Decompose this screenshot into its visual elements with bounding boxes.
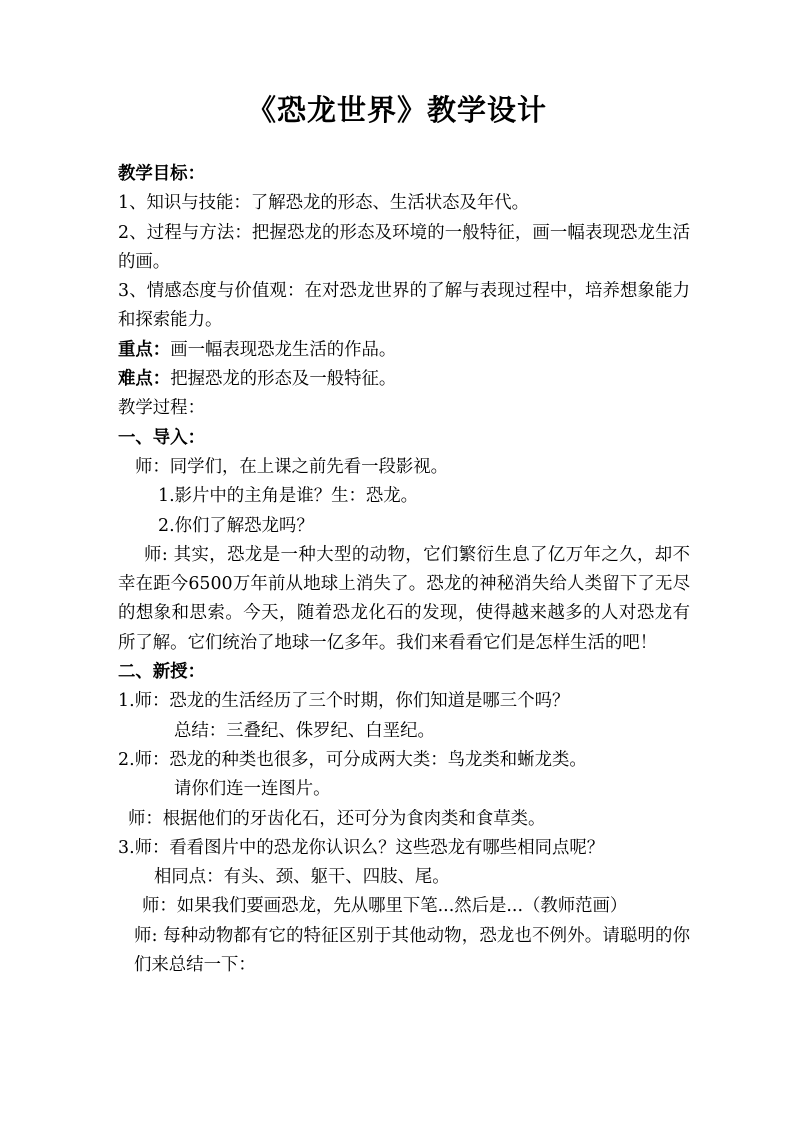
- objective-1: 1、知识与技能：了解恐龙的形态、生活状态及年代。: [118, 193, 530, 214]
- section-heading-intro: 一、导入：: [118, 427, 205, 448]
- new-lesson-features: 师: 每种动物都有它的特征区别于其他动物，恐龙也不例外。请聪明的你们来总结一下：: [134, 925, 690, 976]
- objective-3: 3、情感态度与价值观：在对恐龙世界的了解与表现过程中，培养想象能力和探索能力。: [118, 281, 690, 331]
- key-point: [118, 336, 690, 365]
- intro-question-2: 2.你们了解恐龙吗？: [158, 515, 314, 536]
- intro-teacher-line: 师：同学们，在上课之前先看一段影视。: [135, 456, 449, 477]
- section-heading-new-lesson: 二、新授：: [118, 662, 205, 683]
- new-lesson-drawing-steps: 师：如果我们要画恐龙，先从哪里下笔...然后是...（教师范画）: [142, 896, 628, 917]
- document-title: 《恐龙世界》教学设计: [246, 93, 547, 127]
- new-lesson-connect-pictures: 请你们连一连图片。: [174, 779, 331, 800]
- new-lesson-item-2: 2.师：恐龙的种类也很多，可分成两大类：鸟龙类和蜥龙类。: [118, 749, 587, 770]
- difficulty-point: [118, 365, 690, 394]
- new-lesson-summary-periods: 总结：三叠纪、侏罗纪、白垩纪。: [174, 720, 435, 741]
- intro-paragraph: 师: 其实，恐龙是一种大型的动物，它们繁衍生息了亿万年之久，却不幸在距今6500万年前从地球上消失了。恐龙的神秘消失给人类留下了无尽的想象和思索。今天，随着恐龙化石的发现，使得越来越多的人对恐龙有所了解。它们统治了地球一亿多年。我们来看看它们是怎样生活的吧！: [118, 544, 690, 653]
- new-lesson-teeth-fossils: 师：根据他们的牙齿化石，还可分为食肉类和食草类。: [128, 808, 546, 829]
- intro-question-1: 1.影片中的主角是谁？生：恐龙。: [158, 486, 419, 507]
- key-point-text: 画一幅表现恐龙生活的作品。: [170, 339, 397, 360]
- new-lesson-item-3: 3.师：看看图片中的恐龙你认识么？这些恐龙有哪些相同点呢？: [118, 837, 605, 858]
- new-lesson-common-points: 相同点：有头、颈、躯干、四肢、尾。: [154, 867, 450, 888]
- section-heading-objectives: 教学目标：: [118, 164, 205, 184]
- section-heading-process: 教学过程：: [118, 398, 205, 419]
- key-point-label: 重点：: [118, 339, 171, 360]
- new-lesson-item-1: 1.师：恐龙的生活经历了三个时期，你们知道是哪三个吗？: [118, 691, 570, 712]
- difficulty-text: 把握恐龙的形态及一般特征。: [170, 369, 397, 390]
- difficulty-label: 难点：: [118, 369, 171, 390]
- document-body: [118, 160, 690, 980]
- objective-2: 2、过程与方法：把握恐龙的形态及环境的一般特征，画一幅表现恐龙生活的画。: [118, 222, 690, 272]
